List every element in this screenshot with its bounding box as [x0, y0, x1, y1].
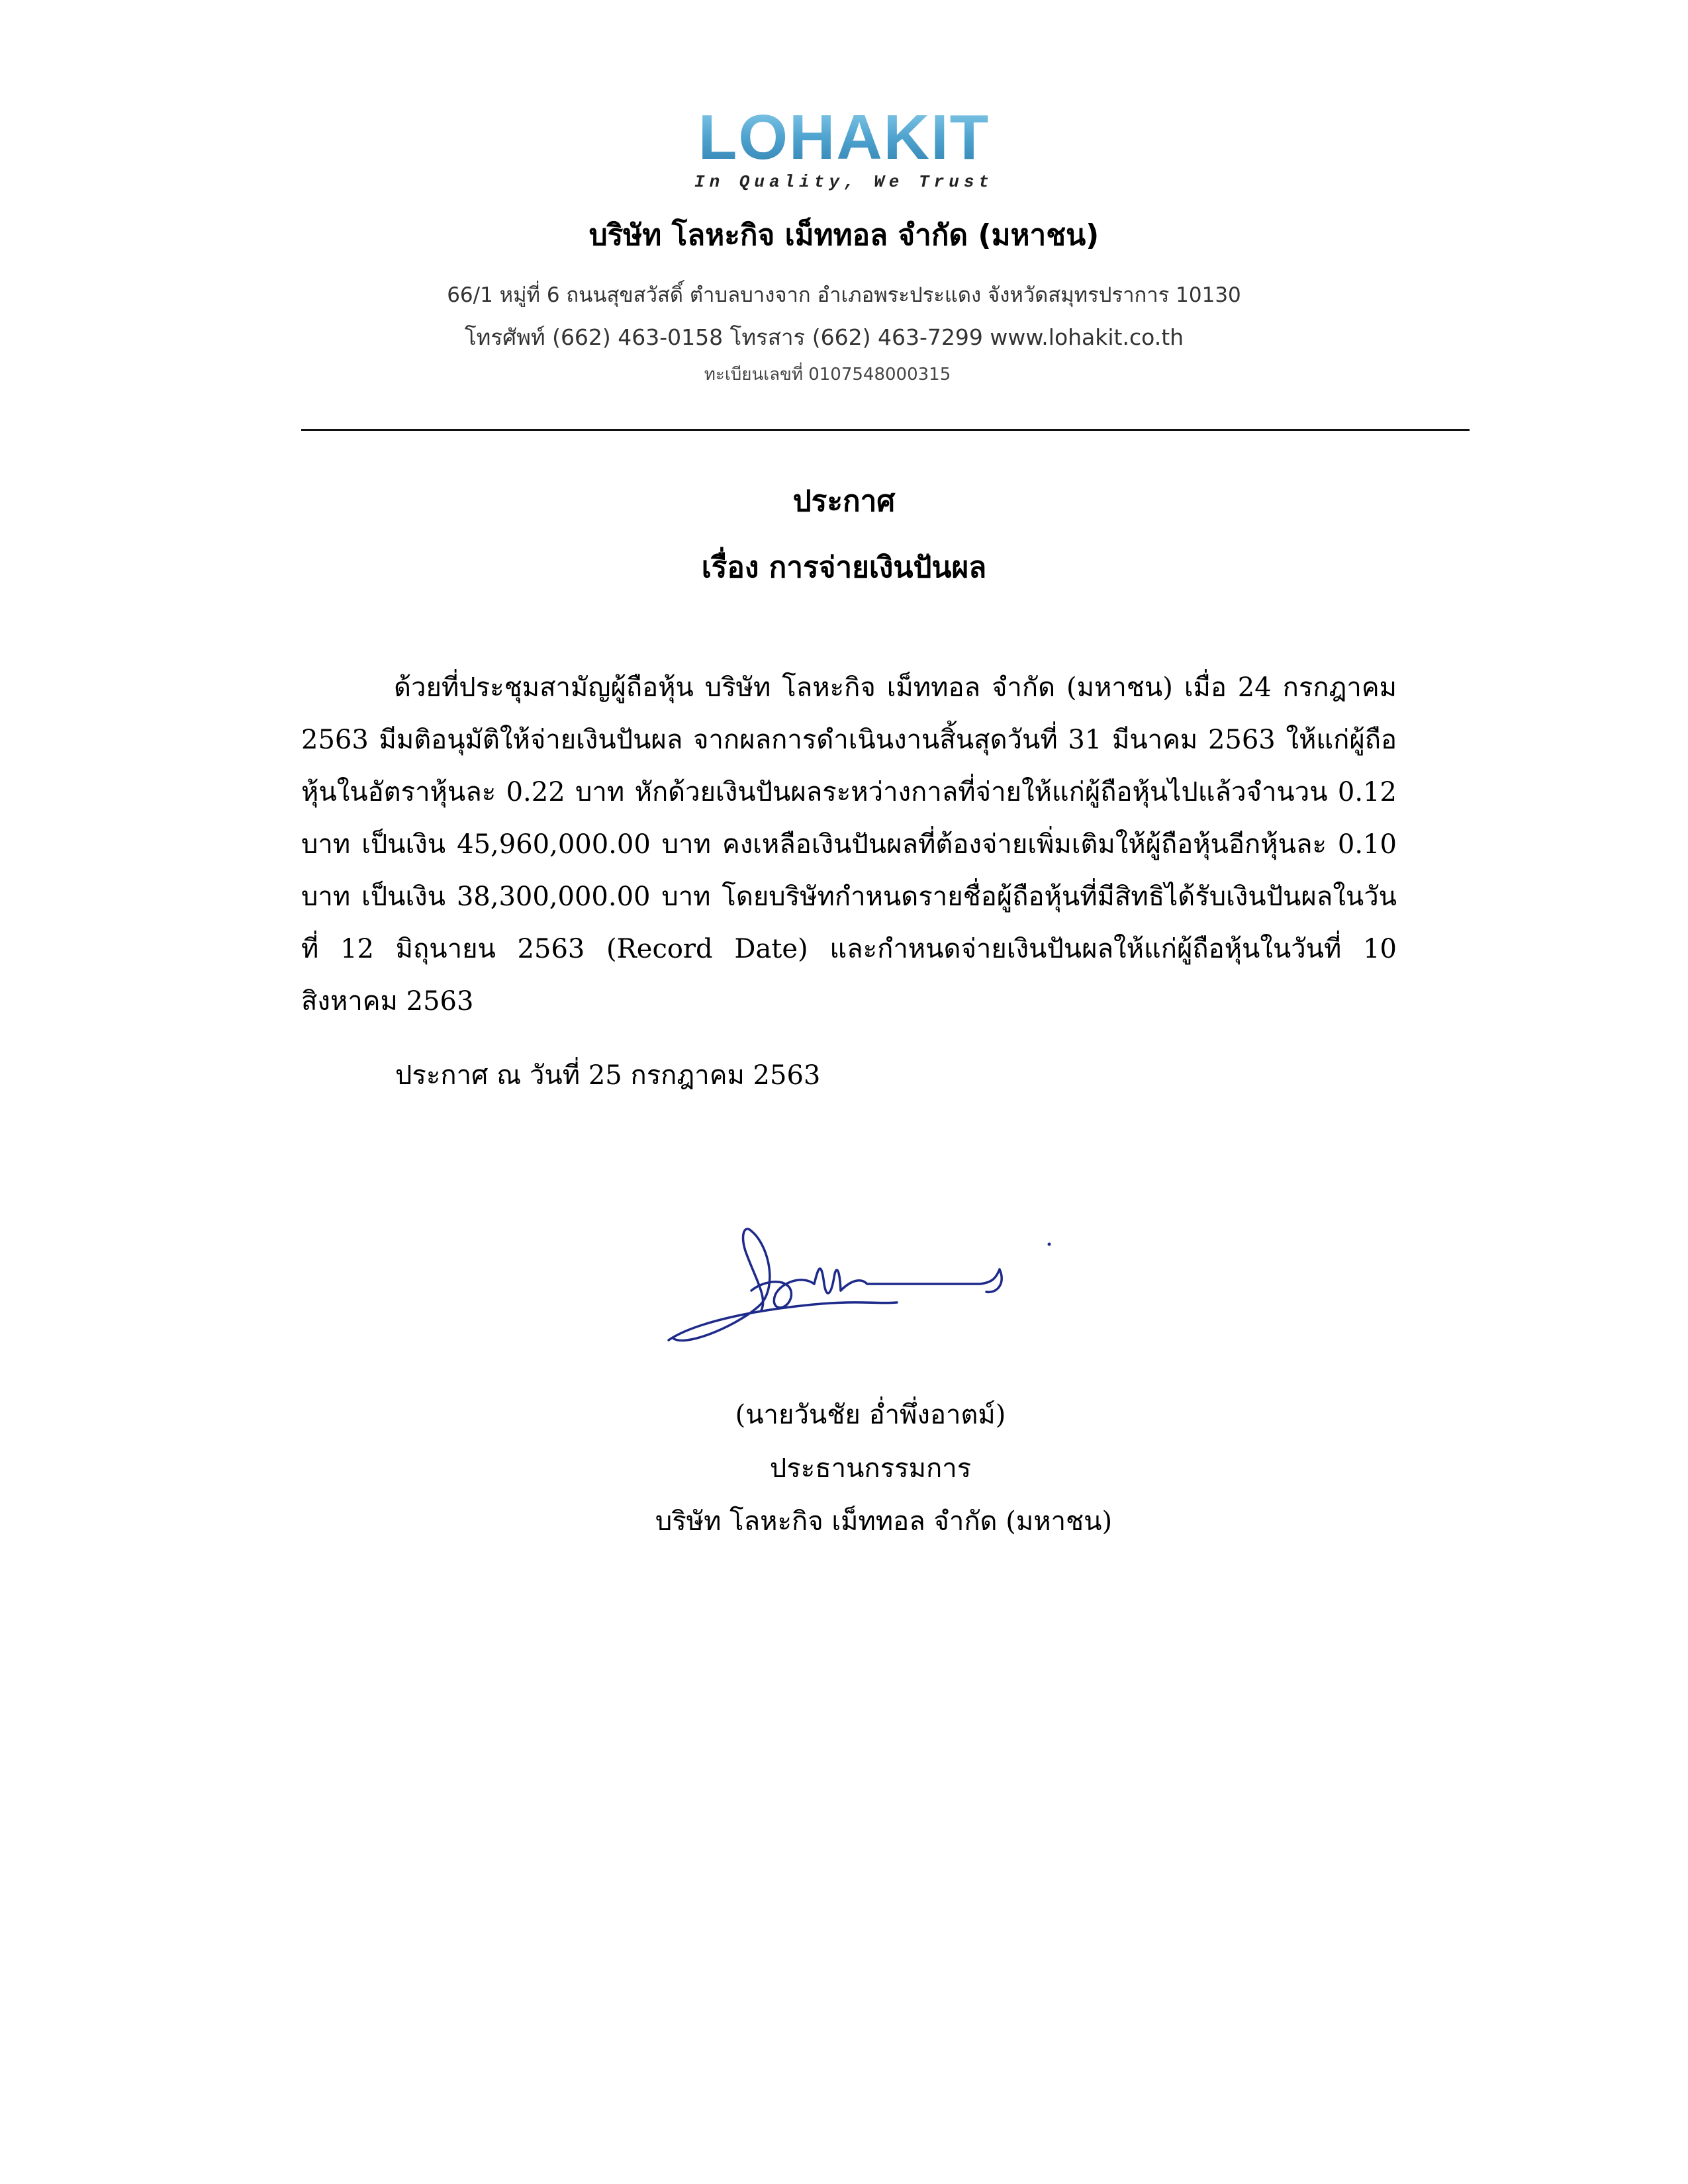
company-name: บริษัท โลหะกิจ เม็ททอล จำกัด (มหาชน)	[588, 218, 1100, 252]
company-address: 66/1 หมู่ที่ 6 ถนนสุขสวัสดิ์ ตำบลบางจาก อำเภอพระประแดง จังหวัดสมุทรปราการ 10130	[447, 283, 1241, 307]
signature-image	[662, 1205, 1072, 1357]
header-divider	[301, 429, 1470, 431]
signatory-company: บริษัท โลหะกิจ เม็ททอล จำกัด (มหาชน)	[655, 1506, 1113, 1537]
letterhead	[0, 106, 1688, 192]
notice-subject: เรื่อง การจ่ายเงินปันผล	[701, 551, 987, 584]
svg-text:LOHAKIT: LOHAKIT	[698, 106, 990, 173]
notice-paragraph: ด้วยที่ประชุมสามัญผู้ถือหุ้น บริษัท โลหะกิจ เม็ททอล จำกัด (มหาชน) เมื่อ 24 กรกฎาคม 2563 มีมติอนุมัติให้จ่ายเงินปันผล จากผลการดำเนินงานสิ้นสุดวันที่ 31 มีนาคม 2563 ให้แก่ผู้ถือหุ้นในอัตราหุ้นละ 0.22 บาท หักด้วยเงินปันผลระหว่างกาลที่จ่ายให้แก่ผู้ถือหุ้นไปแล้วจำนวน 0.12 บาท เป็นเงิน 45,960,000.00 บาท คงเหลือเงินปันผลที่ต้องจ่ายเพิ่มเติมให้ผู้ถือหุ้นอีกหุ้นละ 0.10 บาท เป็นเงิน 38,300,000.00 บาท โดยบริษัทกำหนดรายชื่อผู้ถือหุ้นที่มีสิทธิได้รับเงินปันผลในวันที่ 12 มิถุนายน 2563 (Record Date) และกำหนดจ่ายเงินปันผลให้แก่ผู้ถือหุ้นในวันที่ 10 สิงหาคม 2563	[301, 672, 1397, 1017]
notice-date: ประกาศ ณ วันที่ 25 กรกฎาคม 2563	[395, 1060, 821, 1091]
company-logo	[645, 106, 1043, 192]
registration-number: ทะเบียนเลขที่ 0107548000315	[704, 365, 951, 385]
signatory-name: (นายวันชัย อ่ำพึ่งอาตม์)	[735, 1400, 1006, 1430]
svg-text:In Quality, We Trust: In Quality, We Trust	[694, 172, 994, 192]
notice-title: ประกาศ	[792, 484, 896, 518]
notice-body	[301, 662, 1397, 1028]
signatory-position: ประธานกรรมการ	[769, 1453, 972, 1484]
company-contact: โทรศัพท์ (662) 463-0158 โทรสาร (662) 463-7299 www.lohakit.co.th	[464, 324, 1184, 350]
